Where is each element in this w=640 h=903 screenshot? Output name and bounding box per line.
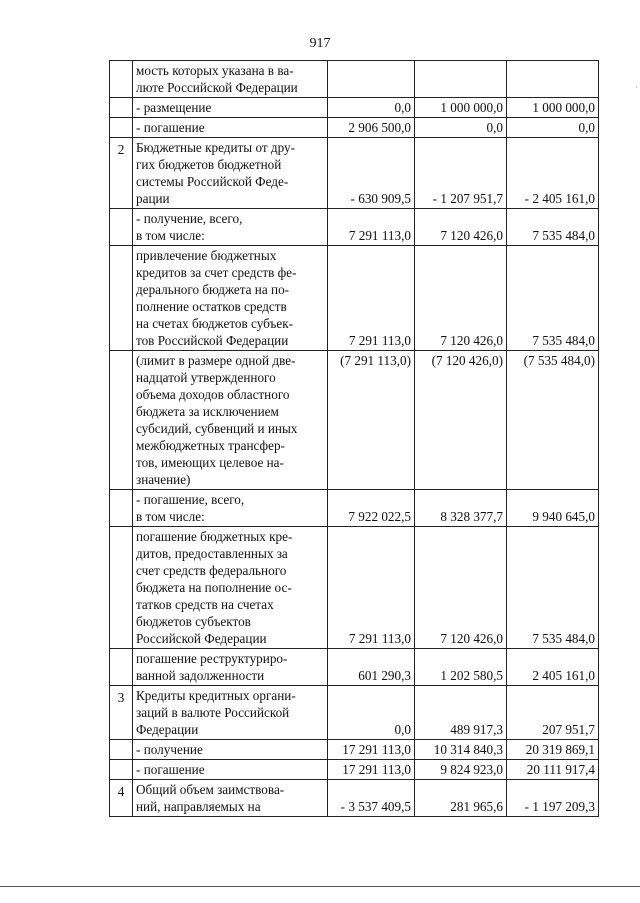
row-description-cell: - погашение (133, 118, 328, 138)
value-cell-year2 (415, 61, 507, 98)
value-cell-year2: 8 328 377,7 (415, 490, 507, 527)
value-cell-year2: 489 917,3 (415, 686, 507, 740)
row-number-cell (110, 527, 133, 649)
row-description-cell: - получение, всего, в том числе: (133, 209, 328, 246)
row-description-cell: - размещение (133, 98, 328, 118)
table-row (110, 209, 599, 246)
value-cell-year3: 0,0 (507, 118, 599, 138)
value-cell-year2: (7 120 426,0) (415, 351, 507, 490)
value-cell-year2: 7 120 426,0 (415, 246, 507, 351)
table-row (110, 490, 599, 527)
value-cell-year2: 1 202 580,5 (415, 649, 507, 686)
borrowing-table (109, 60, 599, 817)
value-cell-year1: 7 291 113,0 (328, 527, 415, 649)
value-cell-year1: 601 290,3 (328, 649, 415, 686)
row-number-cell: 2 (110, 138, 133, 209)
row-number-cell (110, 760, 133, 780)
value-cell-year1: 2 906 500,0 (328, 118, 415, 138)
value-cell-year1: (7 291 113,0) (328, 351, 415, 490)
row-number-cell (110, 740, 133, 760)
row-number-cell (110, 649, 133, 686)
value-cell-year2: 0,0 (415, 118, 507, 138)
row-description-cell: Бюджетные кредиты от дру- гих бюджетов бюджетной системы Российской Феде- рации (133, 138, 328, 209)
table-row (110, 246, 599, 351)
value-cell-year3: 9 940 645,0 (507, 490, 599, 527)
table-row (110, 138, 599, 209)
page-number: 917 (309, 36, 331, 51)
table-body (110, 61, 599, 817)
value-cell-year2: 281 965,6 (415, 780, 507, 817)
value-cell-year3 (507, 61, 599, 98)
value-cell-year1: - 630 909,5 (328, 138, 415, 209)
value-cell-year3: - 1 197 209,3 (507, 780, 599, 817)
page-bottom-rule (0, 886, 640, 887)
table-row (110, 740, 599, 760)
row-number-cell: 3 (110, 686, 133, 740)
row-description-cell: привлечение бюджетных кредитов за счет средств фе- дерального бюджета на по- полнение остатков средств на счетах бюджетов субъек- тов Российской Федерации (133, 246, 328, 351)
row-description-cell: Кредиты кредитных органи- заций в валюте Российской Федерации (133, 686, 328, 740)
row-number-cell (110, 351, 133, 490)
table-row (110, 780, 599, 817)
value-cell-year3: 7 535 484,0 (507, 246, 599, 351)
value-cell-year1: 0,0 (328, 98, 415, 118)
margin-dot: · (635, 83, 638, 92)
row-description-cell: погашение реструктуриро- ванной задолженности (133, 649, 328, 686)
table-row (110, 686, 599, 740)
table-row (110, 118, 599, 138)
value-cell-year2: 7 120 426,0 (415, 209, 507, 246)
row-description-cell: (лимит в размере одной две- надцатой утвержденного объема доходов областного бюджета за исключением субсидий, субвенций и иных межбюджетных трансфер- тов, имеющих целевое на- значение) (133, 351, 328, 490)
table-row (110, 649, 599, 686)
row-number-cell (110, 61, 133, 98)
value-cell-year2: - 1 207 951,7 (415, 138, 507, 209)
value-cell-year3: 2 405 161,0 (507, 649, 599, 686)
table-row (110, 61, 599, 98)
row-description-cell: - погашение, всего, в том числе: (133, 490, 328, 527)
table-row (110, 351, 599, 490)
value-cell-year2: 10 314 840,3 (415, 740, 507, 760)
value-cell-year1: 0,0 (328, 686, 415, 740)
row-number-cell: 4 (110, 780, 133, 817)
value-cell-year1: 17 291 113,0 (328, 760, 415, 780)
value-cell-year3: 207 951,7 (507, 686, 599, 740)
value-cell-year2: 1 000 000,0 (415, 98, 507, 118)
value-cell-year3: (7 535 484,0) (507, 351, 599, 490)
table-row (110, 760, 599, 780)
value-cell-year3: 20 319 869,1 (507, 740, 599, 760)
value-cell-year1: 17 291 113,0 (328, 740, 415, 760)
row-description-cell: - получение (133, 740, 328, 760)
value-cell-year1: 7 291 113,0 (328, 209, 415, 246)
value-cell-year1: - 3 537 409,5 (328, 780, 415, 817)
row-description-cell: погашение бюджетных кре- дитов, предоставленных за счет средств федерального бюджета на пополнение ос- татков средств на счетах бюджетов субъектов Российской Федерации (133, 527, 328, 649)
row-number-cell (110, 490, 133, 527)
table-row (110, 527, 599, 649)
row-number-cell (110, 98, 133, 118)
row-number-cell (110, 118, 133, 138)
value-cell-year2: 7 120 426,0 (415, 527, 507, 649)
row-number-cell (110, 246, 133, 351)
row-description-cell: мость которых указана в ва- люте Российской Федерации (133, 61, 328, 98)
value-cell-year1 (328, 61, 415, 98)
value-cell-year2: 9 824 923,0 (415, 760, 507, 780)
row-description-cell: - погашение (133, 760, 328, 780)
value-cell-year3: 7 535 484,0 (507, 527, 599, 649)
value-cell-year1: 7 922 022,5 (328, 490, 415, 527)
value-cell-year3: 7 535 484,0 (507, 209, 599, 246)
value-cell-year3: - 2 405 161,0 (507, 138, 599, 209)
table-row (110, 98, 599, 118)
value-cell-year1: 7 291 113,0 (328, 246, 415, 351)
value-cell-year3: 20 111 917,4 (507, 760, 599, 780)
value-cell-year3: 1 000 000,0 (507, 98, 599, 118)
row-number-cell (110, 209, 133, 246)
row-description-cell: Общий объем заимствова- ний, направляемых на (133, 780, 328, 817)
